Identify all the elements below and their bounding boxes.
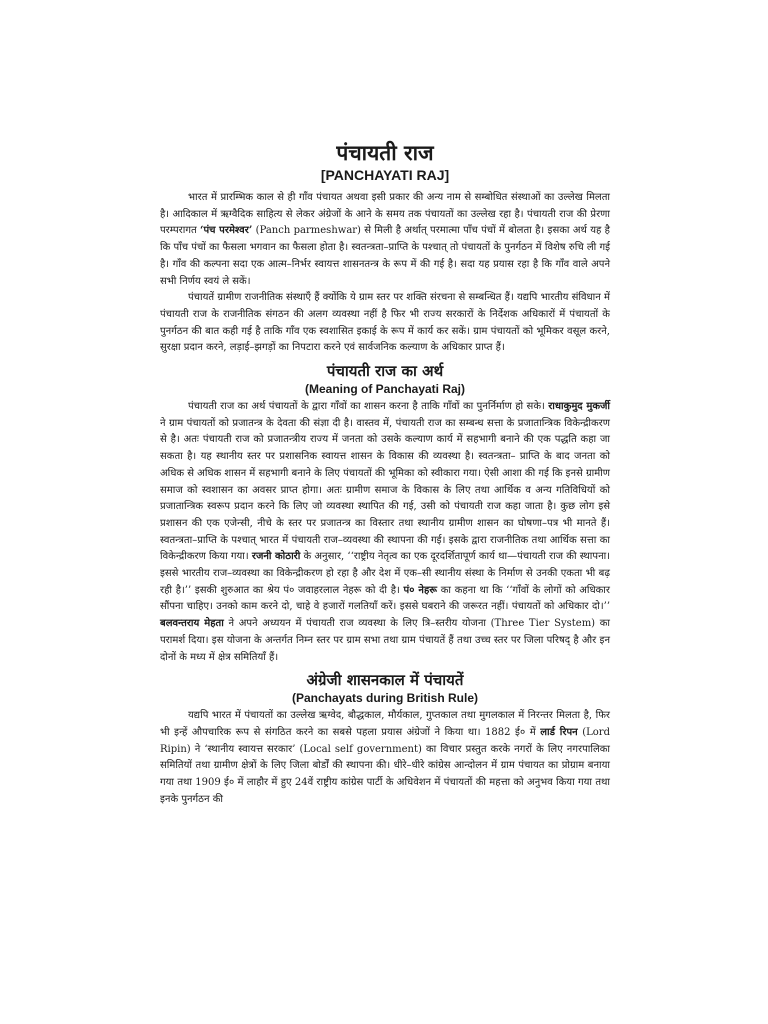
emphasized-term: रजनी कोठारी xyxy=(251,551,301,563)
document-subtitle: [PANCHAYATI RAJ] xyxy=(320,167,450,183)
paragraph: पंचायतें ग्रामीण राजनीतिक संस्थाएँ हैं क्योंकि ये ग्राम स्तर पर शक्ति संरचना से सम्बन्धित हैं। यद्यपि भारतीय संविधान में पंचायती राज के राजनीतिक संगठन की अलग व्यवस्था नहीं है फिर भी राज्य सरकारों के निर्देशक अधिकारों में पंचायतों के पुनर्गठन की बात कही गई है ताकि गाँव एक स्वशासित इकाई के रूप में कार्य कर सकें। ग्राम पंचायतों को भूमिकर वसूल करने, सुरक्षा प्रदान करने, लड़ाई–झगड़ों का निपटारा करने एवं सार्वजनिक कल्याण के अधिकार प्राप्त हैं। xyxy=(160,292,610,354)
paragraph: यद्यपि भारत में पंचायतों का उल्लेख ऋग्वेद, बौद्धकाल, मौर्यकाल, गुप्तकाल तथा मुगलकाल में निरन्तर मिलता है, फिर भी इन्हें औपचारिक रूप से संगठित करने का सबसे पहला प्रयास अंग्रेजों ने किया था। 1882 ई० में लार्ड रिपन (Lord Ripin) ने ‘स्थानीय स्वायत्त सरकार’ (Local self government) का विचार प्रस्तुत करके नगरों के लिए नगरपालिका समितियों तथा ग्रामीण क्षेत्रों के लिए जिला बोर्डों की स्थापना की। धीरे–धीरे कांग्रेस आन्दोलन में ग्राम पंचायत का प्रोग्राम बनाया गया तथा 1909 ई० में लाहौर में हुए 24वें राष्ट्रीय कांग्रेस पार्टी के अधिवेशन में पंचायतों की महत्ता को अनुभव किया गया तथा इनके पुनर्गठन की xyxy=(160,710,610,805)
document-title: पंचायती राज xyxy=(336,140,434,165)
emphasized-term: राधाकुमुद मुकर्जी xyxy=(548,401,611,413)
emphasized-term: पं० नेहरू xyxy=(403,584,438,596)
section-heading-english: (Meaning of Panchayati Raj) xyxy=(304,382,466,397)
emphasized-term: लार्ड रिपन xyxy=(540,726,578,738)
emphasized-term: ‘पंच परमेश्वर’ xyxy=(200,225,253,237)
paragraph: पंचायती राज का अर्थ पंचायतों के द्वारा गाँवों का शासन करना है ताकि गाँवों का पुनर्निर्माण हो सके। राधाकुमुद मुकर्जी ने ग्राम पंचायतों को प्रजातन्त्र के देवता की संज्ञा दी है। वास्तव में, पंचायती राज का सम्बन्ध सत्ता के प्रजातान्त्रिक विकेन्द्रीकरण से है। अतः पंचायती राज को प्रजातन्त्रीय राज्य में जनता को उसके कल्याण कार्य में सहभागी बनाने की एक पद्धति कहा जा सकता है। यह स्थानीय स्तर पर प्रशासनिक स्वायत्त शासन के विकास की व्यवस्था है। स्वतन्त्रता– प्राप्ति के बाद जनता को अधिक से अधिक शासन में सहभागी बनाने के लिए पंचायतों की भूमिका को स्वीकारा गया। ऐसी आशा की गई कि इनसे ग्रामीण समाज को स्वशासन का अवसर प्राप्त होगा। अतः ग्रामीण समाज के विकास के लिए तथा आर्थिक व अन्य गतिविधियों को प्रजातान्त्रिक स्वरूप प्रदान करने कि लिए जो व्यवस्था स्थापित की गई, उसी को पंचायती राज कहा जाता है। कुछ लोग इसे प्रशासन की एक एजेन्सी, नीचे के स्तर पर प्रजातन्त्र का विस्तार तथा स्थानीय ग्रामीण शासन का घोषणा–पत्र भी मानते हैं। स्वतन्त्रता–प्राप्ति के पश्चात् भारत में पंचायती राज–व्यवस्था की स्थापना की गई। इसके द्वारा राजनीतिक तथा आर्थिक सत्ता का विकेन्द्रीकरण किया गया। रजनी कोठारी के अनुसार, ‘‘राष्ट्रीय नेतृत्व का एक दूरदर्शितापूर्ण कार्य था—पंचायती राज की स्थापना। इससे भारतीय राज–व्यवस्था का विकेन्द्रीकरण हो रहा है और देश में एक–सी स्थानीय संस्था के निर्माण से उनकी एकता भी बढ़ रही है।’’ इसकी शुरुआत का श्रेय पं० जवाहरलाल नेहरू को दी है। पं० नेहरू का कहना था कि ‘‘गाँवों के लोगों को अधिकार सौंपना चाहिए। उनको काम करने दो, चाहे वे हजारों गलतियाँ करें। इससे घबराने की जरूरत नहीं। पंचायतों को अधिकार दो।’’ बलवन्तराय मेहता ने अपने अध्ययन में पंचायती राज व्यवस्था के लिए त्रि–स्तरीय योजना (Three Tier System) का परामर्श दिया। इस योजना के अन्तर्गत निम्न स्तर पर ग्राम सभा तथा ग्राम पंचायतें हैं तथा उच्च स्तर पर जिला परिषद् है और इन दोनों के मध्य में क्षेत्र समितियाँ हैं। xyxy=(160,401,611,663)
document-body xyxy=(160,190,610,809)
paragraph: भारत में प्रारम्भिक काल से ही गाँव पंचायत अथवा इसी प्रकार की अन्य नाम से सम्बोधित संस्थाओं का उल्लेख मिलता है। आदिकाल में ऋग्वैदिक साहित्य से लेकर अंग्रेजों के आने के समय तक पंचायतों का उल्लेख रहा है। पंचायती राज की प्रेरणा परम्परागत ‘पंच परमेश्वर’ (Panch parmeshwar) से मिली है अर्थात् परमात्मा पाँच पंचों में बोलता है। इसका अर्थ यह है कि पाँच पंचों का फैसला भगवान का फैसला होता है। स्वतन्त्रता–प्राप्ति के पश्चात् तो पंचायतों के पुनर्गठन में विशेष रुचि ली गई है। गाँव की कल्पना सदा एक आत्म–निर्भर स्वायत्त शासनतन्त्र के रूप में की गई है। सदा यह प्रयास रहा है कि गाँव वाले अपने सभी निर्णय स्वयं ले सकें। xyxy=(160,192,610,287)
section-heading: पंचायती राज का अर्थ xyxy=(326,362,444,381)
section-heading: अंग्रेजी शासनकाल में पंचायतें xyxy=(306,671,464,690)
document-page xyxy=(160,140,610,809)
emphasized-term: बलवन्तराय मेहता xyxy=(160,618,224,630)
section-heading-english: (Panchayats during British Rule) xyxy=(291,691,479,706)
